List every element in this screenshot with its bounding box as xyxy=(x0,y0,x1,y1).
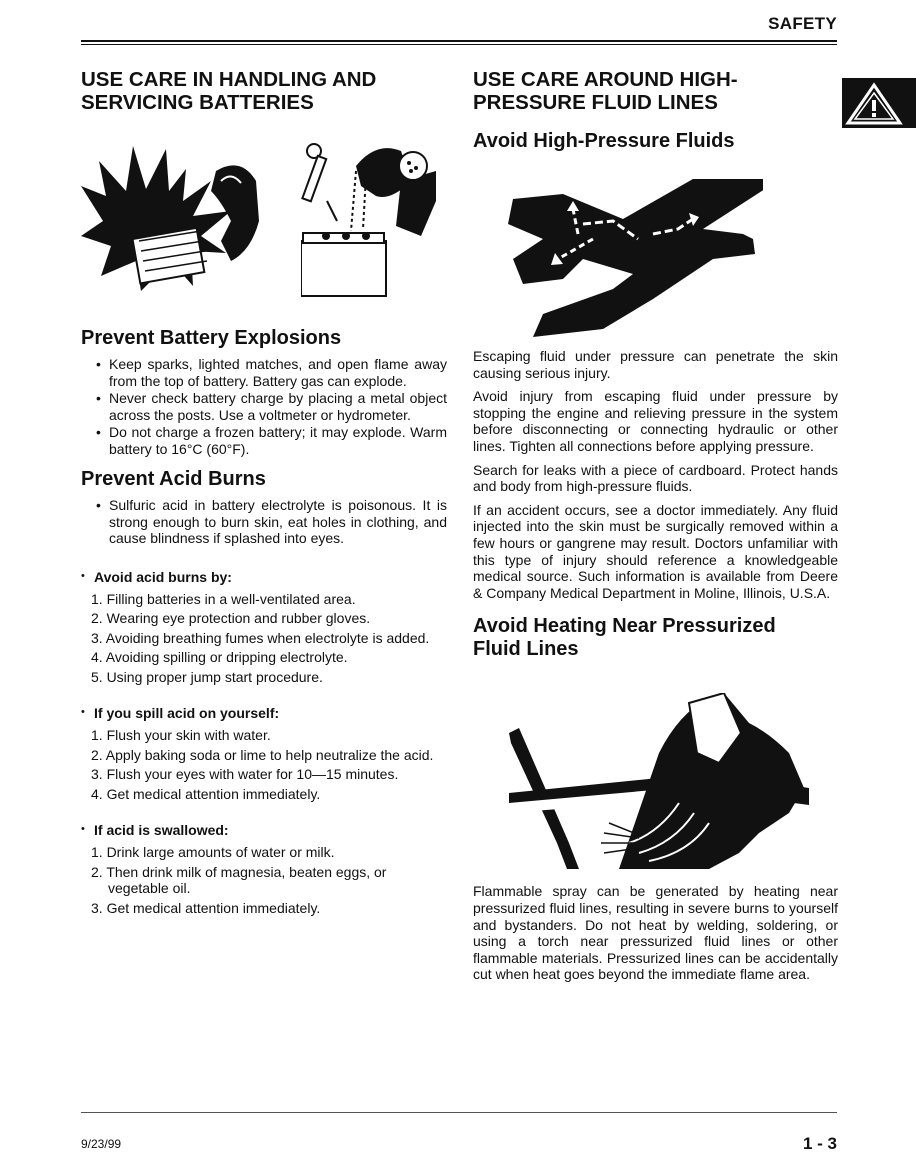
list-item: 4. Avoiding spilling or dripping electrolyte. xyxy=(91,649,348,665)
fluid-section-title: USE CARE AROUND HIGH-PRESSURE FLUID LINES xyxy=(473,68,738,114)
header-rule xyxy=(81,40,837,45)
welding-illustration xyxy=(509,693,809,869)
high-pressure-illustration-wrap xyxy=(473,179,838,336)
page-number: 1 - 3 xyxy=(802,1134,837,1153)
battery-section-title: USE CARE IN HANDLING AND SERVICING BATTERIES xyxy=(81,68,377,114)
high-pressure-text xyxy=(473,348,838,601)
warning-triangle-icon xyxy=(844,82,904,126)
list-item: • Sulfuric acid in battery electrolyte is poisonous. It is strong enough to burn skin, eat holes in clothing, and cause blindness if splashed into eyes. xyxy=(95,497,447,547)
list-item: 3. Get medical attention immediately. xyxy=(91,899,321,916)
list-item: 1. Flush your skin with water. xyxy=(91,727,271,743)
heating-heading: Avoid Heating Near Pressurized Fluid Lines xyxy=(473,615,776,661)
battery-explosion-illustration xyxy=(81,141,266,301)
high-pressure-hand-illustration xyxy=(503,179,763,337)
paragraph: If an accident occurs, see a doctor immediately. Any fluid injected into the skin must be surgically removed within a few hours or gangrene may result. Doctors unfamiliar with this type of injury should reference a knowledgeable medical source. Such information is available from Deere & Company Medical Department in Moline, Illinois, U.S.A. xyxy=(473,501,838,601)
spill-acid-steps xyxy=(81,727,447,802)
swallow-acid-heading: • If acid is swallowed: xyxy=(81,822,447,838)
battery-charging-illustration xyxy=(301,141,441,301)
heating-illustration-wrap xyxy=(473,693,838,869)
avoid-acid-steps xyxy=(81,591,447,686)
paragraph: Avoid injury from escaping fluid under pressure by stopping the engine and relieving pressure in the system before disconnecting or connecting hydraulic or other lines. Tighten all connections before applying pressure. xyxy=(473,388,838,454)
swallow-acid-steps xyxy=(81,844,447,916)
footer-date: 9/23/99 xyxy=(81,1137,122,1151)
list-item: 5. Using proper jump start procedure. xyxy=(91,668,323,685)
list-item: 3. Avoiding breathing fumes when electrolyte is added. xyxy=(91,629,430,646)
spill-acid-heading: • If you spill acid on yourself: xyxy=(81,705,447,721)
list-item: • Do not charge a frozen battery; it may explode. Warm battery to 16°C (60°F). xyxy=(95,424,447,457)
list-item: 1. Drink large amounts of water or milk. xyxy=(91,844,335,860)
battery-explosions-heading: Prevent Battery Explosions xyxy=(81,327,342,349)
list-item: • Never check battery charge by placing a metal object across the posts. Use a voltmeter or hydrometer. xyxy=(95,390,447,423)
acid-intro-list xyxy=(81,497,447,547)
paragraph: Escaping fluid under pressure can penetrate the skin causing serious injury. xyxy=(473,348,838,381)
list-item: 4. Get medical attention immediately. xyxy=(91,785,321,802)
battery-explosions-list xyxy=(81,356,447,457)
list-item: 1. Filling batteries in a well-ventilated area. xyxy=(91,590,356,607)
list-item: 2. Then drink milk of magnesia, beaten eggs, or vegetable oil. xyxy=(91,863,387,896)
heating-paragraph: Flammable spray can be generated by heating near pressurized fluid lines, resulting in severe burns to yourself and bystanders. Do not heat by welding, soldering, or using a torch near pressurized fluid lines or other flammable materials. Pressurized lines can be accidentally cut when heat goes beyond the immediate flame area. xyxy=(473,883,838,983)
footer-rule xyxy=(81,1112,837,1113)
list-item: 3. Flush your eyes with water for 10—15 minutes. xyxy=(91,766,399,782)
acid-burns-heading: Prevent Acid Burns xyxy=(81,468,266,490)
safety-tab xyxy=(842,78,916,128)
left-column xyxy=(81,68,447,919)
avoid-acid-heading: • Avoid acid burns by: xyxy=(81,569,447,585)
high-pressure-heading: Avoid High-Pressure Fluids xyxy=(473,130,735,152)
battery-illustrations xyxy=(81,141,447,307)
list-item: 2. Wearing eye protection and rubber gloves. xyxy=(91,610,371,626)
list-item: • Keep sparks, lighted matches, and open flame away from the top of battery. Battery gas can explode. xyxy=(95,356,447,389)
paragraph: Search for leaks with a piece of cardboard. Protect hands and body from high-pressure fluids. xyxy=(473,461,838,495)
right-column xyxy=(473,68,838,990)
section-title: SAFETY xyxy=(768,14,837,33)
list-item: 2. Apply baking soda or lime to help neutralize the acid. xyxy=(91,746,434,763)
